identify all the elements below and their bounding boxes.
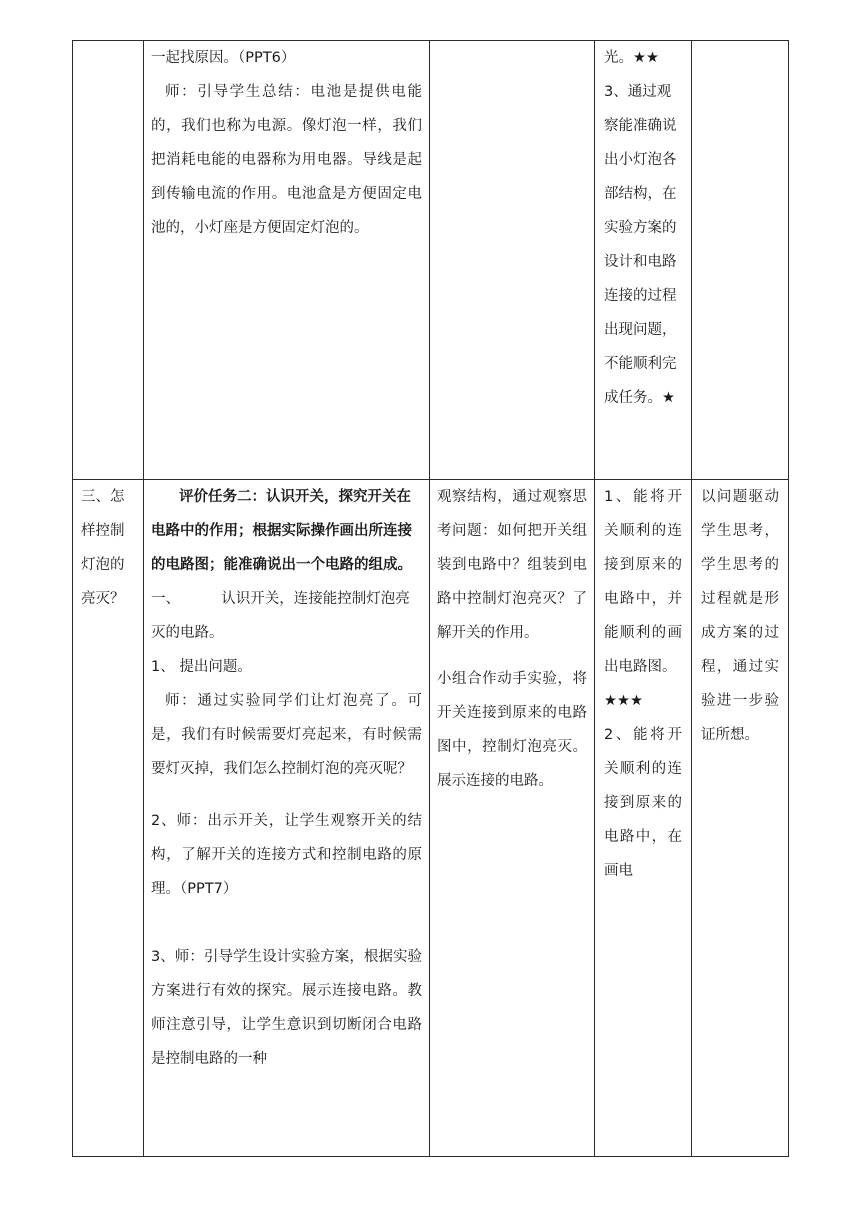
table-row (73, 480, 789, 1157)
evaluation-cell (595, 41, 692, 480)
design-intent-cell (692, 41, 789, 480)
lesson-plan-table (72, 40, 789, 1157)
section-one-number: 一、 (151, 591, 180, 607)
section-one-text: 认识开关，连接能控制灯泡亮灭的电路。 (151, 591, 410, 641)
student-activity-cell (430, 480, 595, 1157)
design-intent-cell (692, 480, 789, 1157)
stage-title: 三、怎样控制灯泡的亮灭？ (81, 489, 125, 607)
student-activity-cell (430, 41, 595, 480)
stage-cell (73, 480, 144, 1157)
step-one: 1、 提出问题。 (151, 659, 252, 675)
step-two: 2、师：出示开关，让学生观察开关的结构，了解开关的连接方式和控制电路的原理。（PPT7） (151, 813, 422, 897)
teacher-activity-cell (144, 480, 430, 1157)
evaluation-a-stars: ★★★ (604, 693, 643, 709)
student-activity-a: 观察结构，通过观察思考问题：如何把开关组装到电路中？组装到电路中控制灯泡亮灭？了解开关的作用。 (437, 489, 587, 641)
task-title: 评价任务二：认识开关，探究开关在电路中的作用；根据实际操作画出所连接的电路图；能准确说出一个电路的组成。 (151, 489, 412, 573)
design-intent-text: 以问题驱动学生思考，学生思考的过程就是形成方案的过程，通过实验进一步验证所想。 (701, 489, 779, 743)
evaluation-a: 1、能将开关顺利的连接到原来的电路中，并能顺利的画出电路图。 (604, 489, 682, 675)
student-activity-b: 小组合作动手实验，将开关连接到原来的电路图中，控制灯泡亮灭。展示连接的电路。 (437, 671, 587, 789)
teacher-activity-cell (144, 41, 430, 480)
teacher-line: 一起找原因。（PPT6） (151, 50, 296, 66)
evaluation-cell (595, 480, 692, 1157)
stage-cell (73, 41, 144, 480)
step-three: 3、师：引导学生设计实验方案，根据实验方案进行有效的探究。展示连接电路。教师注意引导，让学生意识到切断闭合电路是控制电路的一种 (151, 949, 422, 1067)
step-one-teacher: 师：通过实验同学们让灯泡亮了。可是，我们有时候需要灯亮起来，有时候需要灯灭掉，我们怎么控制灯泡的亮灭呢？ (151, 693, 422, 777)
evaluation-b: 2、能将开关顺利的连接到原来的电路中，在画电 (604, 727, 682, 879)
teacher-summary: 师：引导学生总结：电池是提供电能的，我们也称为电源。像灯泡一样，我们把消耗电能的电器称为用电器。导线是起到传输电流的作用。电池盒是方便固定电池的，小灯座是方便固定灯泡的。 (151, 84, 422, 236)
evaluation-text: 光。★★ 3、通过观察能准确说出小灯泡各部结构，在实验方案的设计和电路连接的过程出现问题，不能顺利完成任务。★ (604, 50, 677, 406)
table-row (73, 41, 789, 480)
section-one-heading (151, 582, 422, 650)
